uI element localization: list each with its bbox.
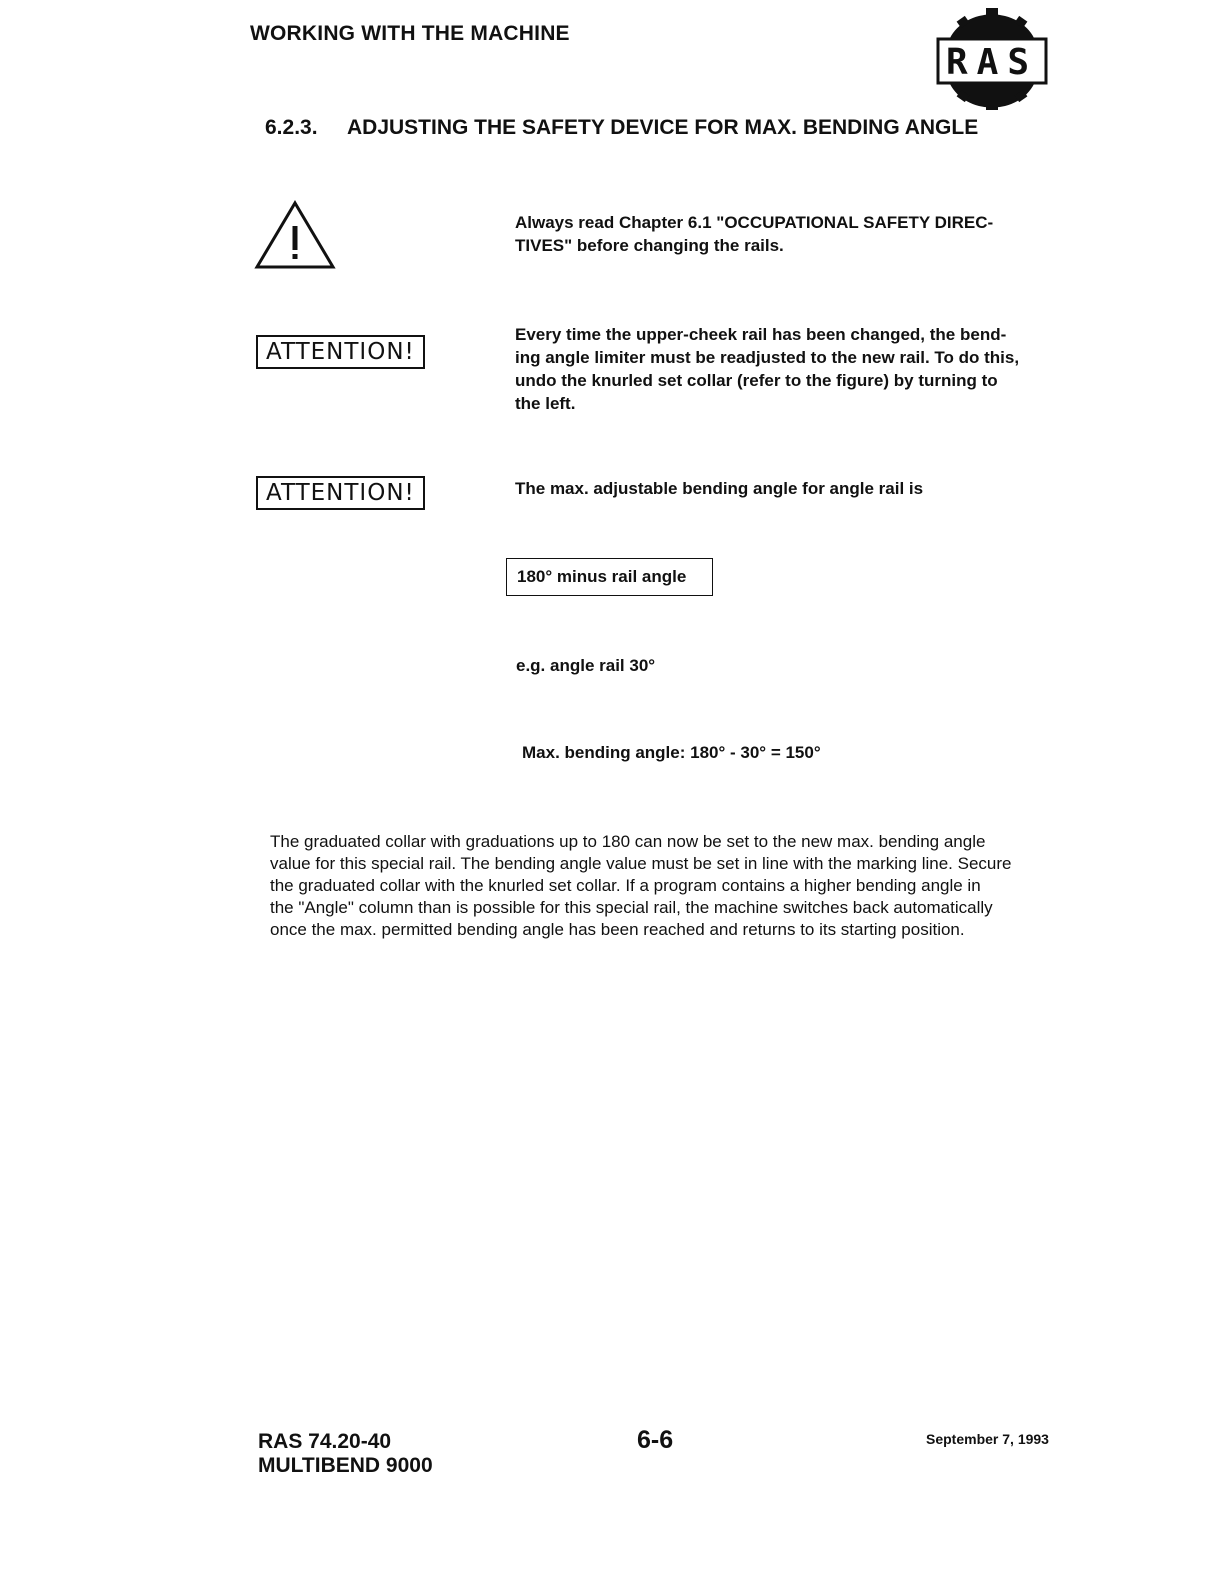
attention-label: ATTENTION! (256, 335, 425, 369)
header-title: WORKING WITH THE MACHINE (250, 22, 570, 45)
formula-box: 180° minus rail angle (506, 558, 713, 596)
safety-directive-note: Always read Chapter 6.1 "OCCUPATIONAL SAFETY DIREC- TIVES" before changing the rails. (515, 213, 994, 255)
page-number: 6-6 (637, 1426, 674, 1454)
footer-document-id (258, 1430, 433, 1478)
footer-doc-number: RAS 74.20-40 (258, 1430, 392, 1453)
footer-date: September 7, 1993 (926, 1431, 1049, 1447)
ras-logo-text: RAS (945, 42, 1039, 83)
warning-triangle-icon (254, 200, 336, 270)
ras-logo (932, 6, 1052, 112)
section-number: 6.2.3. (265, 116, 318, 139)
rail-change-note: Every time the upper-cheek rail has been changed, the bend- ing angle limiter must be readjusted to the new rail. To do this, undo the knurled set collar (refer to the figure) by turning to the left. (515, 325, 1020, 413)
footer-model: MULTIBEND 9000 (258, 1454, 433, 1477)
section-heading (265, 116, 978, 140)
calculation-text: Max. bending angle: 180° - 30° = 150° (522, 743, 821, 762)
section-title: ADJUSTING THE SAFETY DEVICE FOR MAX. BENDING ANGLE (347, 116, 979, 139)
example-text: e.g. angle rail 30° (516, 656, 656, 675)
body-paragraph: The graduated collar with graduations up to 180 can now be set to the new max. bending angle value for this special rail. The bending angle value must be set in line with the marking line. Secure the graduated collar with the knurled set collar. If a program contains a higher bending angle in the "Angle" column than is possible for this special rail, the machine switches back automatically once the max. permitted bending angle has been reached and returns to its starting position. (270, 832, 1012, 939)
max-angle-note: The max. adjustable bending angle for angle rail is (515, 479, 924, 498)
attention-label: ATTENTION! (256, 476, 425, 510)
